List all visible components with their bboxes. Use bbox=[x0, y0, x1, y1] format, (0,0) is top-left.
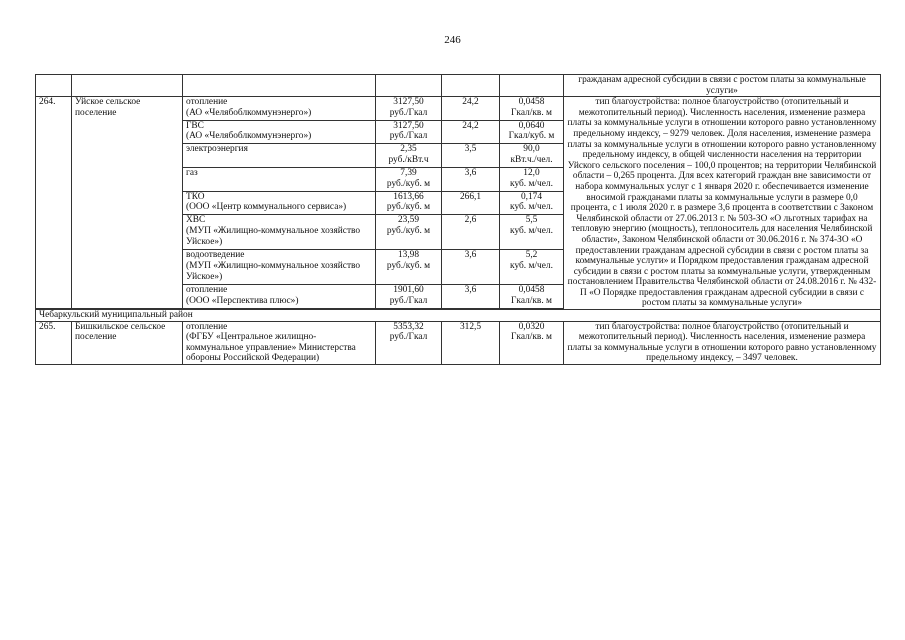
tariff-value: 23,59 bbox=[397, 215, 420, 226]
limit-value: 0,0458 bbox=[518, 285, 545, 296]
index-cell: 3,6 bbox=[442, 168, 500, 192]
service-name: отопление bbox=[186, 285, 228, 296]
tariff-unit: руб./Гкал bbox=[389, 131, 428, 142]
note-cell: тип благоустройства: полное благоустройство (отопительный и межотопительный период). Численность населения, изменение размера платы за коммунальные услуги в отношении которого равно установленному предельному индексу, – 9279 человек. Доля населения, изменение размера платы за коммунальные услуги в отношении которого равно установленному предельному индексу, в общей численности населения на территории Уйского сельского поселения – 100,0 процентов; на территории Челябинской области – 0,265 процента. Для всех категорий граждан вне зависимости от набора коммунальных услуг с 1 января 2020 г. обеспечивается изменение вносимой гражданами платы за коммунальные услуги в размере 0,0 процента, с 1 июля 2020 г. в размере 3,6 процента в соответствии с Законом Челябинской области от 27.06.2013 г. № 503-ЗО «О льготных тарифах на тепловую энергию (мощность), теплоноситель для населения Челябинской области», Законом Челябинской области от 30.06.2016 г. № 374-ЗО «О предоставлении гражданам адресной субсидии в связи с ростом платы за коммунальные услуги» и Порядком предоставления гражданам адресной субсидии в связи с ростом платы за коммунальные услуги, утвержденным постановлением Правительства Челябинской области от 24.08.2016 г. № 432-П «О Порядке предоставления гражданам адресной субсидии в связи с ростом платы за коммунальные услуги» bbox=[564, 97, 881, 310]
tariff-unit: руб./куб. м bbox=[386, 202, 431, 213]
limit-cell bbox=[500, 215, 564, 250]
index-cell: 3,6 bbox=[442, 250, 500, 285]
index-cell: 24,2 bbox=[442, 120, 500, 144]
limit-cell bbox=[500, 250, 564, 285]
service-provider: (АО «Челябоблкоммунэнерго») bbox=[186, 107, 312, 118]
limit-value: 0,174 bbox=[520, 191, 543, 202]
tariff-unit: руб./куб. м bbox=[386, 225, 431, 236]
section-header-row bbox=[36, 310, 881, 322]
tariff-unit: руб./куб. м bbox=[386, 178, 431, 189]
service-provider: (АО «Челябоблкоммунэнерго») bbox=[186, 131, 312, 142]
service-name: отопление bbox=[186, 321, 228, 332]
limit-cell bbox=[500, 191, 564, 215]
index-cell: 266,1 bbox=[442, 191, 500, 215]
tariff-value: 1613,66 bbox=[393, 191, 424, 202]
limit-value: 0,0458 bbox=[518, 97, 545, 108]
limit-unit: Гкал/кв. м bbox=[511, 332, 552, 343]
index-cell: 3,5 bbox=[442, 144, 500, 168]
limit-unit: Гкал/кв. м bbox=[511, 295, 552, 306]
tariff-cell bbox=[376, 285, 442, 309]
limit-unit: куб. м/чел. bbox=[510, 260, 553, 271]
limit-cell bbox=[500, 97, 564, 121]
tariff-value: 3127,50 bbox=[393, 120, 424, 131]
row-number: 265. bbox=[36, 321, 72, 364]
service-cell bbox=[183, 120, 376, 144]
service-provider: (ООО «Перспектива плюс») bbox=[186, 295, 299, 306]
service-provider: (ФГБУ «Центральное жилищно-коммунальное управление» Министерства обороны Российской Федерации) bbox=[186, 332, 356, 364]
limit-cell bbox=[500, 285, 564, 309]
tariff-unit: руб./кВт.ч bbox=[388, 155, 429, 166]
tariff-cell bbox=[376, 97, 442, 121]
tariff-unit: руб./куб. м bbox=[386, 260, 431, 271]
service-row bbox=[36, 97, 881, 121]
index-cell: 2,6 bbox=[442, 215, 500, 250]
note-cell: тип благоустройства: полное благоустройство (отопительный и межотопительный период). Численность населения, изменение размера платы за коммунальные услуги в отношении которого равно установленному предельному индексу, – 3497 человек. bbox=[564, 321, 881, 364]
limit-cell bbox=[500, 144, 564, 168]
settlement-name: Уйское сельское поселение bbox=[72, 97, 183, 309]
service-name: ГВС bbox=[186, 120, 204, 131]
tariff-unit: руб./Гкал bbox=[389, 295, 428, 306]
limit-cell bbox=[500, 321, 564, 364]
index-cell: 3,6 bbox=[442, 285, 500, 309]
service-cell bbox=[183, 250, 376, 285]
page-number: 246 bbox=[444, 34, 461, 46]
service-cell bbox=[183, 168, 376, 192]
limit-cell bbox=[500, 120, 564, 144]
limit-value: 90,0 bbox=[523, 144, 540, 155]
service-cell bbox=[183, 215, 376, 250]
service-cell bbox=[183, 321, 376, 364]
tariff-value: 2,35 bbox=[400, 144, 417, 155]
limit-value: 5,5 bbox=[525, 215, 538, 226]
tariff-table bbox=[35, 74, 881, 365]
index-cell: 24,2 bbox=[442, 97, 500, 121]
limit-value: 5,2 bbox=[525, 250, 538, 261]
tariff-value: 3127,50 bbox=[393, 97, 424, 108]
settlement-name: Бишкильское сельское поселение bbox=[72, 321, 183, 364]
service-name: электроэнергия bbox=[186, 144, 248, 155]
limit-unit: куб. м/чел. bbox=[510, 225, 553, 236]
tariff-cell bbox=[376, 321, 442, 364]
service-name: ХВС bbox=[186, 215, 206, 226]
section-title: Чебаркульский муниципальный район bbox=[36, 310, 881, 322]
tariff-cell bbox=[376, 120, 442, 144]
service-name: ТКО bbox=[186, 191, 205, 202]
tariff-unit: руб./Гкал bbox=[389, 107, 428, 118]
service-cell bbox=[183, 144, 376, 168]
limit-value: 12,0 bbox=[523, 168, 540, 179]
continuation-note: гражданам адресной субсидии в связи с ростом платы за коммунальные услуги» bbox=[564, 75, 881, 97]
tariff-cell bbox=[376, 144, 442, 168]
limit-cell bbox=[500, 168, 564, 192]
tariff-cell bbox=[376, 168, 442, 192]
service-provider: (МУП «Жилищно-коммунальное хозяйство Уйское») bbox=[186, 260, 361, 282]
service-provider: (МУП «Жилищно-коммунальное хозяйство Уйское») bbox=[186, 225, 361, 247]
service-name: водоотведение bbox=[186, 250, 245, 261]
tariff-cell bbox=[376, 215, 442, 250]
service-name: отопление bbox=[186, 97, 228, 108]
limit-unit: куб. м/чел. bbox=[510, 178, 553, 189]
service-cell bbox=[183, 97, 376, 121]
row-number: 264. bbox=[36, 97, 72, 309]
tariff-cell bbox=[376, 191, 442, 215]
tariff-cell bbox=[376, 250, 442, 285]
tariff-value: 1901,60 bbox=[393, 285, 424, 296]
tariff-value: 7,39 bbox=[400, 168, 417, 179]
service-cell bbox=[183, 191, 376, 215]
tariff-value: 13,98 bbox=[397, 250, 420, 261]
table-row-continuation bbox=[36, 75, 881, 97]
limit-unit: Гкал/куб. м bbox=[508, 131, 555, 142]
limit-value: 0,0640 bbox=[518, 120, 545, 131]
tariff-unit: руб./Гкал bbox=[389, 332, 428, 343]
service-cell bbox=[183, 285, 376, 309]
limit-unit: куб. м/чел. bbox=[510, 202, 553, 213]
limit-unit: кВт.ч./чел. bbox=[510, 155, 553, 166]
limit-value: 0,0320 bbox=[518, 321, 545, 332]
service-name: газ bbox=[186, 168, 198, 179]
limit-unit: Гкал/кв. м bbox=[511, 107, 552, 118]
service-provider: (ООО «Центр коммунального сервиса») bbox=[186, 202, 347, 213]
table-row-265 bbox=[36, 321, 881, 364]
tariff-value: 5353,32 bbox=[393, 321, 424, 332]
index-cell: 312,5 bbox=[442, 321, 500, 364]
